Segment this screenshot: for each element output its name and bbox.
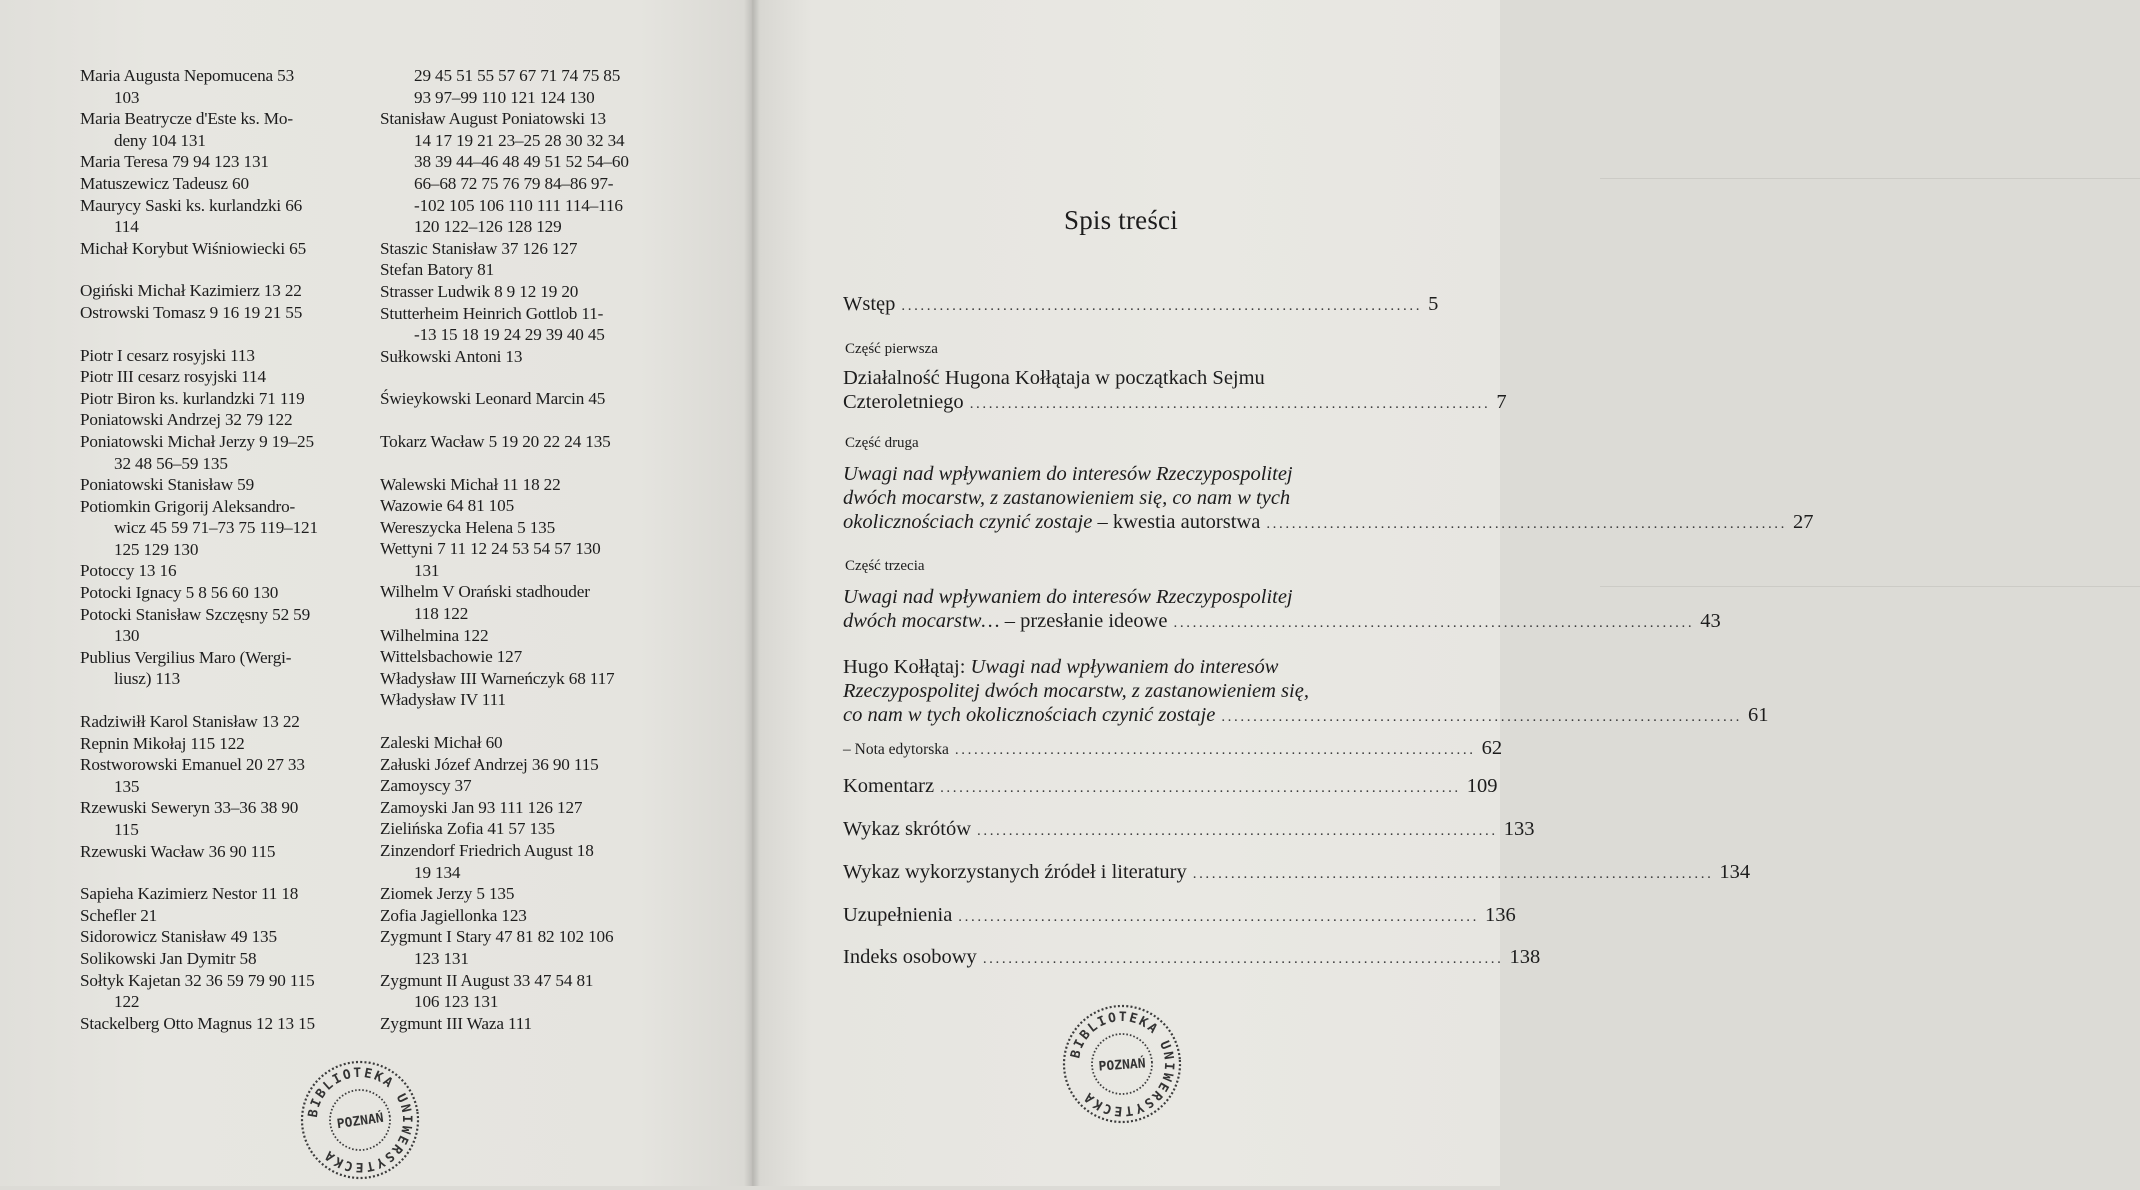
index-entry-line: 123 131 [414,948,469,968]
index-letter-gap [380,711,665,732]
index-letter-gap [80,862,370,883]
toc-entry-indeks [843,945,1541,971]
index-entry-line: Maurycy Saski ks. kurlandzki 66 [80,195,303,215]
toc-leader: .................................................................................. [901,298,1423,314]
index-entry [380,238,665,260]
index-entry [380,517,665,539]
index-entry [80,560,370,582]
left-page-index [0,0,752,1186]
index-entry [380,87,665,109]
index-entry [380,303,665,325]
index-entry-line: Maria Augusta Nepomucena 53 [80,66,295,85]
index-entry-line: Sołtyk Kajetan 32 36 59 79 90 115 [80,970,315,990]
index-entry-line: Zinzendorf Friedrich August 18 [380,841,594,860]
toc-page-number: 27 [1793,511,1814,533]
index-entry [380,840,665,862]
index-entry [80,388,370,410]
toc-text-line: dwóch mocarstw, z zastanowieniem się, co nam w tych [843,487,1291,509]
index-entry-line: Wettyni 7 11 12 24 53 54 57 130 [380,539,601,559]
index-entry [380,775,665,797]
index-entry-line: Piotr I cesarz rosyjski 113 [80,345,255,365]
toc-page-number: 134 [1719,861,1751,883]
index-entry [380,388,665,410]
index-entry-line: Walewski Michał 11 18 22 [380,474,561,494]
index-entry-line: 14 17 19 21 23–25 28 30 32 34 [414,130,625,150]
index-entry [380,970,665,992]
index-entry-line: Wittelsbachowie 127 [380,647,523,667]
index-entry-line: Publius Vergilius Maro (Wergi- [80,647,292,667]
index-entry [380,346,665,368]
index-entry [380,754,665,776]
index-entry [380,495,665,517]
index-entry [80,173,370,195]
index-entry [380,431,665,453]
toc-text-italic: okolicznościach czynić zostaje [843,511,1093,533]
index-entry [380,324,665,346]
stamp-ring-text: BIBLIOTEKA UNIWERSYTECKA [305,1065,415,1175]
toc-leader: .................................................................................. [969,396,1491,412]
toc-entry-skroty [843,817,1535,843]
index-entry-line: Tokarz Wacław 5 19 20 22 24 135 [380,431,611,451]
index-entry-line: Sułkowski Antoni 13 [380,346,523,366]
index-entry [80,754,370,797]
toc-text-italic: Uwagi nad wpływaniem do interesów [970,656,1279,678]
index-entry [80,1013,370,1035]
index-entry-line: Władysław III Warneńczyk 68 117 [380,668,615,688]
toc-entry-zrodla [843,860,1751,886]
toc-entry-nota [843,736,1503,762]
index-entry [80,345,370,367]
index-entry [80,366,370,388]
index-entry [380,603,665,625]
index-entry-line: Schefler 21 [80,905,158,925]
index-entry-line: 93 97–99 110 121 124 130 [414,87,595,107]
index-letter-gap [380,453,665,474]
index-entry-line: Zygmunt I Stary 47 81 82 102 106 [380,927,614,947]
toc-leader: .................................................................................. [1192,866,1714,882]
index-entry [380,689,665,711]
index-entry [80,280,370,302]
toc-part-label: Część druga [845,435,919,451]
index-entry-line: 131 [414,560,440,580]
toc-label: Uzupełnienia [843,904,953,926]
index-entry [80,604,370,647]
index-entry [380,948,665,970]
index-entry-line: Repnin Mikołaj 115 122 [80,733,245,753]
library-stamp [290,1050,430,1190]
index-entry [80,841,370,863]
index-entry-line: Potocki Ignacy 5 8 56 60 130 [80,583,279,603]
index-entry-line: 122 [114,992,140,1012]
toc-entry-part2 [843,462,1814,536]
index-entry [380,732,665,754]
index-entry-line: 19 134 [414,862,461,882]
index-entry-line: Zamoyscy 37 [380,776,472,796]
toc-entry-text [843,655,1769,729]
index-entry-line: 106 123 131 [414,992,499,1012]
toc-leader: .................................................................................. [982,951,1504,967]
toc-label: – Nota edytorska [843,741,949,758]
index-entry-line: Solikowski Jan Dymitr 58 [80,948,257,968]
index-entry [80,409,370,431]
toc-entry-part1 [843,366,1507,416]
index-entry-line: 120 122–126 128 129 [414,217,562,237]
toc-page-number: 138 [1509,946,1541,968]
toc-page-number: 61 [1748,704,1769,726]
index-entry [380,151,665,173]
index-entry-line: Władysław IV 111 [380,690,506,710]
toc-entry-komentarz [843,774,1498,800]
toc-leader: .................................................................................. [954,742,1476,758]
index-letter-gap [80,259,370,280]
index-entry-line: Ogiński Michał Kazimierz 13 22 [80,281,302,301]
index-entry [80,926,370,948]
index-entry-line: Stutterheim Heinrich Gottlob 11- [380,303,604,323]
index-entry-line: 125 129 130 [114,539,199,559]
index-entry-line: 38 39 44–46 48 49 51 52 54–60 [414,152,629,172]
index-entry-line: Rzewuski Wacław 36 90 115 [80,841,276,861]
index-entry-line: Wereszycka Helena 5 135 [380,517,556,537]
index-entry-line: Ostrowski Tomasz 9 16 19 21 55 [80,302,303,322]
index-entry [380,862,665,884]
index-entry [80,151,370,173]
toc-leader: .................................................................................. [1173,615,1695,631]
index-entry [80,431,370,474]
index-entry [380,281,665,303]
index-entry [380,883,665,905]
index-entry [380,991,665,1013]
index-entry-line: Zygmunt II August 33 47 54 81 [380,970,594,990]
stamp-center-text: POZNAŃ [1098,1056,1147,1075]
toc-page-number: 62 [1481,737,1503,759]
index-entry-line: 130 [114,626,140,646]
index-entry [80,948,370,970]
index-entry-line: Potoccy 13 16 [80,561,177,581]
index-entry-line: Załuski Józef Andrzej 36 90 115 [380,754,599,774]
toc-text-line: Uwagi nad wpływaniem do interesów Rzeczypospolitej [843,586,1293,608]
index-entry-line: Potocki Stanisław Szczęsny 52 59 [80,604,311,624]
index-entry [380,905,665,927]
bleed-through-rule [1600,178,2140,179]
toc-text-italic: dwóch mocarstw… [843,610,1000,632]
index-entry-line: 114 [114,217,139,237]
toc-entry-part3 [843,585,1721,635]
index-entry [80,474,370,496]
index-entry-line: Zygmunt III Waza 111 [380,1013,533,1033]
index-entry-line: Wilhelmina 122 [380,625,489,645]
stamp-ring-text: BIBLIOTEKA UNIWERSYTECKA [1068,1009,1177,1119]
toc-label: Komentarz [843,775,935,797]
toc-leader: .................................................................................. [977,823,1498,839]
toc-label: Wykaz skrótów [843,818,971,840]
index-entry [80,970,370,1013]
index-entry-line: Piotr III cesarz rosyjski 114 [80,367,266,387]
index-entry-line: Zofia Jagiellonka 123 [380,905,527,925]
index-entry [80,238,370,260]
toc-title: Spis treści [1064,205,1178,235]
index-entry [80,302,370,324]
index-entry-line: Maria Teresa 79 94 123 131 [80,152,269,172]
stamp-center-text: POZNAŃ [335,1110,385,1133]
index-entry-line: Świeykowski Leonard Marcin 45 [380,389,606,409]
index-entry [380,560,665,582]
index-column-2 [380,65,665,1034]
index-entry-line: Stackelberg Otto Magnus 12 13 15 [80,1013,316,1033]
index-entry-line: Wilhelm V Orański stadhouder [380,582,590,602]
index-entry-line: Radziwiłł Karol Stanisław 13 22 [80,712,300,732]
library-stamp [1056,998,1188,1130]
index-entry-line: wicz 45 59 71–73 75 119–121 [114,518,318,538]
index-entry [80,905,370,927]
toc-label: co nam w tych okolicznościach czynić zostaje [843,704,1216,726]
index-entry [380,797,665,819]
toc-entry-uzupelnienia [843,903,1516,929]
toc-text-line: Działalność Hugona Kołłątaja w początkach Sejmu [843,367,1265,389]
index-entry-line: Poniatowski Stanisław 59 [80,475,255,495]
index-entry-line: Rostworowski Emanuel 20 27 33 [80,755,305,775]
index-entry [380,646,665,668]
index-entry [380,216,665,238]
index-entry-line: Zielińska Zofia 41 57 135 [380,819,555,839]
index-entry-line: liusz) 113 [114,669,181,689]
index-entry-line: -13 15 18 19 24 29 39 40 45 [414,325,605,345]
index-entry-line: Sidorowicz Stanisław 49 135 [80,927,277,947]
toc-page-number: 5 [1428,293,1439,315]
index-letter-gap [380,367,665,388]
toc-page-number: 136 [1485,904,1516,926]
index-entry-line: 29 45 51 55 57 67 71 74 75 85 [414,66,621,85]
index-entry-line: Staszic Stanisław 37 126 127 [380,238,578,258]
index-entry [380,108,665,130]
index-letter-gap [80,690,370,711]
toc-entry-wstep [843,292,1439,318]
index-entry [380,818,665,840]
index-entry [380,65,665,87]
index-entry [80,647,370,690]
toc-leader: .................................................................................. [958,909,1479,925]
bleed-through-rule [1600,586,2140,587]
index-entry-line: Wazowie 64 81 105 [380,496,515,516]
index-entry [380,195,665,217]
index-entry [80,733,370,755]
index-entry [380,259,665,281]
index-entry-line: Maria Beatrycze d'Este ks. Mo- [80,109,293,129]
index-entry [80,582,370,604]
toc-text-plain: Hugo Kołłątaj: [843,656,971,678]
index-entry-line: Michał Korybut Wiśniowiecki 65 [80,238,307,258]
index-entry-line: Piotr Biron ks. kurlandzki 71 119 [80,388,305,408]
index-entry-line: Rzewuski Seweryn 33–36 38 90 [80,798,299,818]
toc-text-line: Rzeczypospolitej dwóch mocarstw, z zastanowieniem się, [843,680,1309,702]
toc-page-number: 109 [1466,775,1498,797]
index-entry-line: Ziomek Jerzy 5 135 [380,884,515,904]
toc-label: Wstęp [843,293,896,315]
index-entry [80,797,370,840]
index-entry-line: Poniatowski Andrzej 32 79 122 [80,410,293,430]
index-entry [380,173,665,195]
index-column-1 [80,65,370,1034]
toc-leader: .................................................................................. [1221,709,1743,725]
toc-page-number: 7 [1496,391,1507,413]
index-entry [380,668,665,690]
toc-label: Indeks osobowy [843,946,977,968]
index-entry-line: 135 [114,776,140,796]
index-entry [80,883,370,905]
index-entry-line: Poniatowski Michał Jerzy 9 19–25 [80,431,314,451]
toc-page-number: 133 [1503,818,1535,840]
index-letter-gap [380,410,665,431]
index-entry-line: Potiomkin Grigorij Aleksandro- [80,496,296,516]
toc-leader: .................................................................................. [940,780,1461,796]
book-gutter [744,0,760,1186]
index-entry [380,926,665,948]
index-entry-line: 66–68 72 75 76 79 84–86 97- [414,173,614,193]
toc-leader: .................................................................................. [1266,516,1788,532]
index-entry [380,625,665,647]
toc-page-number: 43 [1700,610,1721,632]
index-entry-line: 103 [114,87,140,107]
index-entry [80,195,370,238]
index-entry-line: 115 [114,820,139,839]
index-entry-line: Zaleski Michał 60 [380,733,503,753]
toc-label: Wykaz wykorzystanych źródeł i literatury [843,861,1187,883]
toc-text-plain: – przesłanie ideowe [999,610,1168,632]
toc-part-label: Część pierwsza [845,341,938,357]
index-entry-line: Matuszewicz Tadeusz 60 [80,173,249,193]
index-entry [380,474,665,496]
index-entry [380,130,665,152]
toc-text-plain: – kwestia autorstwa [1092,511,1261,533]
index-entry-line: Sapieha Kazimierz Nestor 11 18 [80,884,299,904]
index-entry [80,496,370,561]
index-entry [80,65,370,108]
index-entry [80,711,370,733]
index-letter-gap [80,324,370,345]
index-entry [380,581,665,603]
index-entry-line: deny 104 131 [114,130,206,150]
index-entry-line: -102 105 106 110 111 114–116 [414,195,623,215]
index-entry [380,1013,665,1035]
toc-label: Czteroletniego [843,391,964,413]
toc-text-line: Uwagi nad wpływaniem do interesów Rzeczypospolitej [843,463,1293,485]
index-entry-line: Stanisław August Poniatowski 13 [380,109,606,129]
index-entry-line: Stefan Batory 81 [380,260,495,280]
index-entry-line: Zamoyski Jan 93 111 126 127 [380,797,583,817]
index-entry-line: Strasser Ludwik 8 9 12 19 20 [380,281,579,301]
index-entry-line: 118 122 [414,604,469,624]
index-entry [80,108,370,151]
index-entry [380,538,665,560]
toc-part-label: Część trzecia [845,558,925,574]
index-entry-line: 32 48 56–59 135 [114,453,228,473]
